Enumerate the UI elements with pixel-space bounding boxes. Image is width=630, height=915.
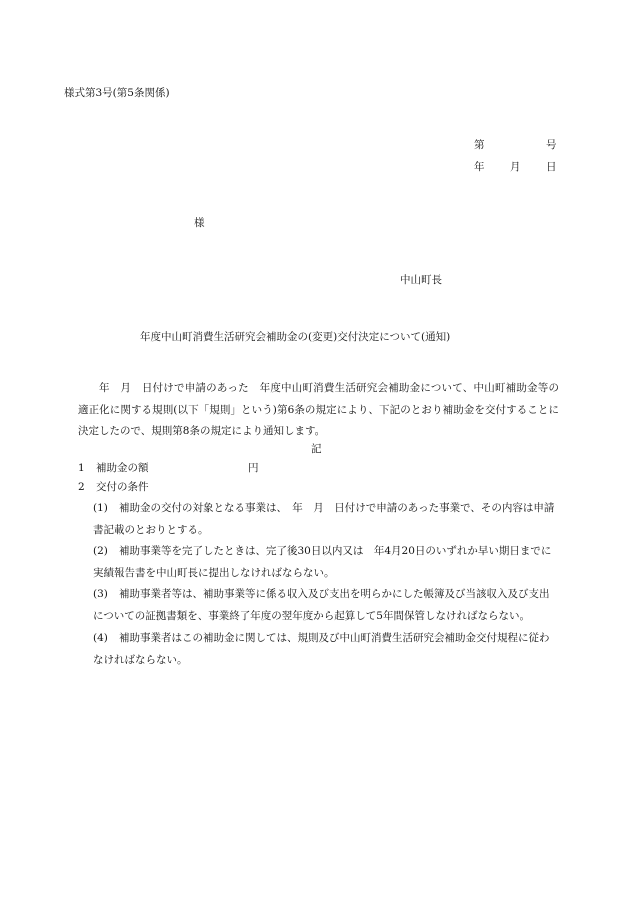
- document-number-suffix: 号: [546, 139, 557, 151]
- item1-number: 1: [78, 462, 85, 474]
- addressee-suffix: 様: [194, 217, 205, 229]
- date-month: 月: [510, 161, 521, 173]
- condition-number: (2): [93, 545, 108, 557]
- document-title: 年度中山町消費生活研究会補助金の(変更)交付決定について(通知): [140, 331, 451, 343]
- form-label: 様式第3号(第5条関係): [64, 87, 170, 99]
- item2-number: 2: [78, 481, 85, 493]
- item2-label: 交付の条件: [96, 481, 149, 493]
- condition-text: 補助事業者はこの補助金に関しては、規則及び中山町消費生活研究会補助金交付規程に従わなければならない。: [93, 632, 550, 666]
- date-year: 年: [474, 161, 485, 173]
- item1-unit: 円: [248, 462, 259, 474]
- document-number-prefix: 第: [474, 139, 485, 151]
- date-day: 日: [546, 161, 557, 173]
- ki-heading: 記: [311, 443, 322, 455]
- body-paragraph: 年 月 日付けで申請のあった 年度中山町消費生活研究会補助金について、中山町補助金等の適正化に関する規則(以下「規則」という)第6条の規定により、下記のとおり補助金を交付することに決定したので、規則第8条の規定により通知します。: [78, 382, 559, 437]
- condition-text: 補助事業者等は、補助事業等に係る収入及び支出を明らかにした帳簿及び当該収入及び支出についての証拠書類を、事業終了年度の翌年度から起算して5年間保管しなければならない。: [93, 588, 550, 622]
- condition-number: (4): [93, 632, 108, 644]
- condition-text: 補助事業等を完了したときは、完了後30日以内又は 年4月20日のいずれか早い期日までに実績報告書を中山町長に提出しなければならない。: [93, 545, 552, 579]
- item1-label: 補助金の額: [96, 462, 149, 474]
- condition-text: 補助金の交付の対象となる事業は、 年 月 日付けで申請のあった事業で、その内容は申請書記載のとおりとする。: [93, 502, 555, 536]
- condition-number: (1): [93, 502, 108, 514]
- condition-number: (3): [93, 588, 108, 600]
- sender-name: 中山町長: [400, 274, 442, 286]
